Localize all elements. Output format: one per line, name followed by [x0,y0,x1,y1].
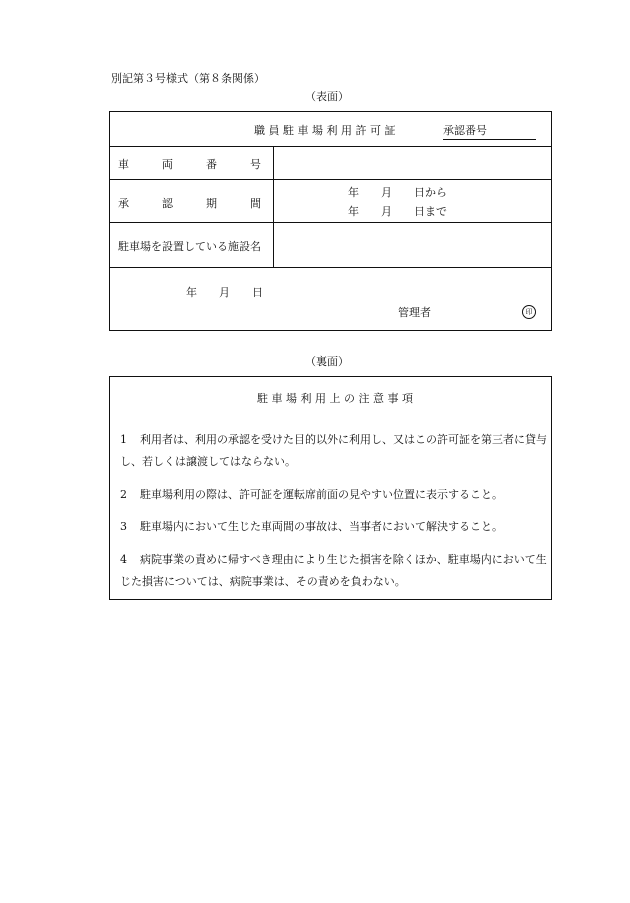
form-number-label: 別記第３号様式（第８条関係） [111,72,265,85]
notice-item-number: 3 [120,520,127,533]
notice-item [120,516,548,538]
notice-item [120,429,548,473]
notice-item-number: 1 [120,433,127,446]
notice-item-text: 病院事業の責めに帰すべき理由により生じた損害を除くほか、駐車場内において生じた損害については、病院事業は、その責めを負わない。 [120,553,547,588]
permit-front-box [109,111,552,331]
notice-item-text: 駐車場利用の際は、許可証を運転席前面の見やすい位置に表示すること。 [140,488,503,501]
approval-number-label: 承認番号 [443,122,536,140]
permit-back-box [109,376,552,600]
notice-item-number: 2 [120,488,127,501]
title-row [110,112,551,147]
manager-label: 管理者 [398,306,431,319]
facility-row [110,222,551,268]
facility-label: 駐車場を設置している施設名 [118,240,261,253]
column-divider [273,146,274,267]
notice-title: 駐 車 場 利 用 上 の 注 意 事 項 [257,392,413,405]
back-side-label: （裏面） [305,355,349,368]
approval-period-row [110,179,551,223]
notice-item [120,484,548,506]
permit-title: 職 員 駐 車 場 利 用 許 可 証 [254,124,396,137]
period-to: 年 月 日まで [348,205,447,218]
issue-date: 年 月 日 [186,286,263,299]
vehicle-number-label: 車 両 番 号 [118,158,261,171]
notice-item-text: 駐車場内において生じた車両間の事故は、当事者において解決すること。 [140,520,503,533]
notice-item-number: 4 [120,553,127,566]
notice-item-text: 利用者は、利用の承認を受けた目的以外に利用し、又はこの許可証を第三者に貸与し、若しくは譲渡してはならない。 [120,433,547,468]
vehicle-number-row [110,146,551,180]
seal-icon: 印 [522,305,536,319]
notice-item [120,549,548,593]
approval-period-label: 承 認 期 間 [118,197,261,210]
period-from: 年 月 日から [348,186,447,199]
front-side-label: （表面） [305,90,349,103]
